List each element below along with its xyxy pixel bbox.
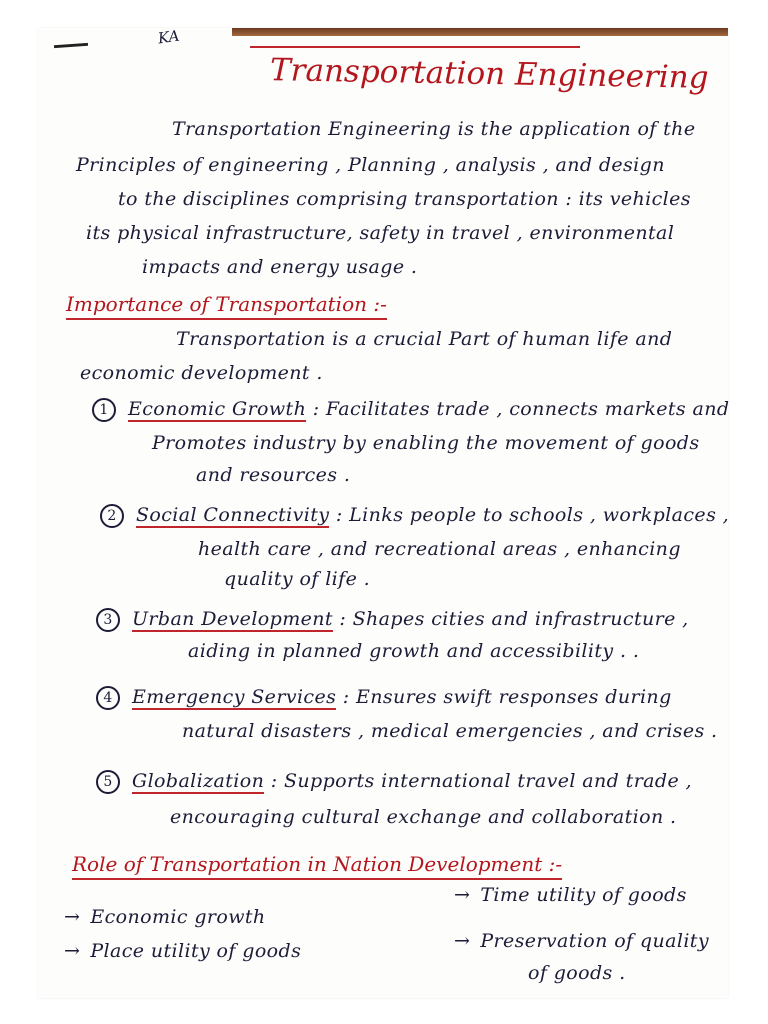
role-left-item: [64, 906, 266, 928]
item-term: Economic Growth: [128, 398, 307, 420]
title-overline: [250, 46, 580, 48]
item-term: Social Connectivity: [136, 504, 330, 526]
role-item-text: Economic growth: [90, 906, 266, 928]
intro-line: its physical infrastructure, safety in travel , environmental: [86, 222, 675, 244]
item-text: Promotes industry by enabling the movement of goods: [152, 432, 700, 454]
role-right-item-cont: of goods .: [528, 962, 626, 984]
role-right-item: [454, 930, 709, 952]
item-text: natural disasters , medical emergencies , and crises .: [182, 720, 718, 742]
role-item-text: Place utility of goods: [90, 940, 302, 962]
page-top-edge: [232, 28, 728, 36]
item-text: : Links people to schools , workplaces ,: [335, 504, 730, 526]
item-text: health care , and recreational areas , enhancing: [198, 538, 681, 560]
role-left-item: [64, 940, 301, 962]
item-text: : Shapes cities and infrastructure ,: [339, 608, 689, 630]
importance-item: [100, 504, 729, 528]
item-text: encouraging cultural exchange and collaboration .: [170, 806, 677, 828]
arrow-icon: →: [64, 940, 81, 962]
intro-line: Transportation Engineering is the application of the: [172, 118, 696, 140]
item-text: and resources .: [196, 464, 351, 486]
importance-item: [92, 398, 729, 422]
item-number-badge: 1: [92, 398, 116, 422]
item-text: : Ensures swift responses during: [342, 686, 672, 708]
arrow-icon: →: [454, 930, 471, 952]
intro-line: impacts and energy usage .: [142, 256, 418, 278]
intro-line: to the disciplines comprising transportation : its vehicles: [118, 188, 691, 210]
item-text: : Facilitates trade , connects markets and: [312, 398, 730, 420]
item-number-badge: 3: [96, 608, 120, 632]
role-item-text: Preservation of quality: [480, 930, 709, 952]
item-text: quality of life .: [224, 568, 371, 590]
arrow-icon: →: [64, 906, 81, 928]
importance-intro-line: economic development .: [80, 362, 323, 384]
importance-item: [96, 608, 689, 632]
item-term: Globalization: [132, 770, 265, 792]
role-right-item: [454, 884, 687, 906]
importance-heading-text: Importance of Transportation :-: [66, 292, 387, 320]
role-heading-text: Role of Transportation in Nation Development :-: [72, 852, 562, 880]
item-number-badge: 4: [96, 686, 120, 710]
item-text: aiding in planned growth and accessibility . .: [188, 640, 640, 662]
importance-item: [96, 686, 672, 710]
arrow-icon: →: [454, 884, 471, 906]
importance-item: [96, 770, 692, 794]
item-number-badge: 5: [96, 770, 120, 794]
item-term: Urban Development: [132, 608, 333, 630]
importance-heading: [66, 292, 387, 316]
role-item-text: Time utility of goods: [480, 884, 687, 906]
intro-line: Principles of engineering , Planning , analysis , and design: [76, 154, 665, 176]
page-title: Transportation Engineering: [269, 52, 709, 96]
corner-note: KA: [156, 26, 181, 48]
importance-intro-line: Transportation is a crucial Part of human life and: [176, 328, 673, 350]
item-number-badge: 2: [100, 504, 124, 528]
item-term: Emergency Services: [132, 686, 337, 708]
role-heading: [72, 852, 562, 876]
item-text: : Supports international travel and trade ,: [270, 770, 692, 792]
